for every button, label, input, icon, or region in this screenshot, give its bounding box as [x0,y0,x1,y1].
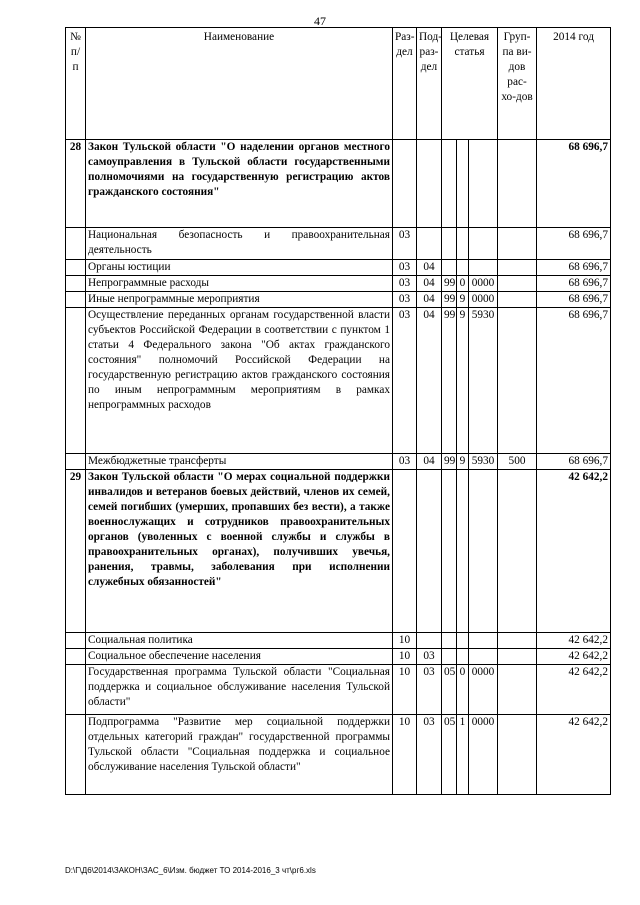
table-row [66,260,611,276]
row-target-program: 99 [442,454,457,470]
row-name: Органы юстиции [86,260,393,276]
row-name: Национальная безопасность и правоохранительная деятельность [86,228,393,260]
row-name: Закон Тульской области "О наделении органов местного самоуправления в Тульской области государственными полномочиями на государственную регистрацию актов гражданского состояния" [86,140,393,228]
row-subsection: 03 [417,715,442,795]
row-target-program: 99 [442,292,457,308]
row-section: 03 [393,292,417,308]
row-target-sub [457,140,469,228]
row-target-program: 99 [442,308,457,454]
row-num [66,649,86,665]
row-target-program [442,633,457,649]
row-target-sub: 0 [457,276,469,292]
row-name: Закон Тульской области "О мерах социальной поддержки инвалидов и ветеранов боевых действий, членов их семей, семей погибших (умерших, пропавших без вести), а также военнослужащих и сотрудников правоохранительных органов (уволенных с военной службы и службы в правоохранительных органах), получивших увечья, ранения, травмы, заболевания при исполнении служебных обязанностей" [86,470,393,633]
row-amount: 68 696,7 [537,454,611,470]
row-target-program: 05 [442,715,457,795]
row-name: Социальная политика [86,633,393,649]
row-group [498,140,537,228]
row-subsection: 04 [417,308,442,454]
row-amount: 68 696,7 [537,276,611,292]
table-row [66,276,611,292]
row-subsection: 04 [417,276,442,292]
row-target-program [442,228,457,260]
row-target-code: 5930 [469,454,498,470]
header-group: Груп-па ви-дов рас-хо-дов [498,28,537,140]
row-section: 03 [393,276,417,292]
row-target-sub: 9 [457,308,469,454]
row-target-program [442,649,457,665]
row-section: 10 [393,715,417,795]
row-num [66,715,86,795]
row-amount: 68 696,7 [537,292,611,308]
row-section: 03 [393,260,417,276]
row-subsection [417,140,442,228]
row-target-code: 5930 [469,308,498,454]
row-target-code [469,228,498,260]
row-target-program [442,140,457,228]
row-subsection: 03 [417,649,442,665]
row-num [66,228,86,260]
row-group [498,276,537,292]
table-row [66,454,611,470]
row-section: 03 [393,308,417,454]
row-section: 03 [393,228,417,260]
header-subsection: Под-раз-дел [417,28,442,140]
table-row [66,292,611,308]
row-amount: 68 696,7 [537,140,611,228]
table-row [66,308,611,454]
row-amount: 42 642,2 [537,633,611,649]
row-group: 500 [498,454,537,470]
row-num [66,292,86,308]
row-target-program [442,470,457,633]
row-num [66,665,86,715]
row-amount: 42 642,2 [537,649,611,665]
row-group [498,665,537,715]
row-section: 03 [393,454,417,470]
row-section: 10 [393,649,417,665]
row-target-code: 0000 [469,292,498,308]
row-target-code: 0000 [469,715,498,795]
budget-table [65,27,611,795]
row-group [498,715,537,795]
row-target-sub: 0 [457,665,469,715]
row-num [66,308,86,454]
row-target-code [469,260,498,276]
table-row [66,140,611,228]
row-name: Иные непрограммные мероприятия [86,292,393,308]
table-row [66,633,611,649]
row-subsection [417,228,442,260]
row-target-code [469,633,498,649]
row-subsection: 04 [417,260,442,276]
row-section [393,140,417,228]
row-amount: 68 696,7 [537,260,611,276]
row-num: 29 [66,470,86,633]
row-section [393,470,417,633]
row-name: Осуществление переданных органам государственной власти субъектов Российской Федерации в соответствии с пунктом 1 статьи 4 Федерального закона "Об актах гражданского состояния" полномочий Российской Федерации на государственную регистрацию актов гражданского состояния по иным непрограммным мероприятиям в рамках непрограммных расходов [86,308,393,454]
row-target-sub [457,633,469,649]
row-section: 10 [393,665,417,715]
row-amount: 42 642,2 [537,715,611,795]
header-section: Раз-дел [393,28,417,140]
row-name: Социальное обеспечение населения [86,649,393,665]
header-target: Целевая статья [442,28,498,140]
row-num: 28 [66,140,86,228]
row-amount: 42 642,2 [537,470,611,633]
row-target-code [469,649,498,665]
row-group [498,228,537,260]
header-year: 2014 год [537,28,611,140]
row-target-sub: 9 [457,292,469,308]
row-target-code: 0000 [469,665,498,715]
row-group [498,470,537,633]
row-target-sub: 9 [457,454,469,470]
file-path-footer: D:\Г\Д6\2014\ЗАКОН\ЗАС_6\Изм. бюджет ТО 2014-2016_3 чт\рг6.xls [65,866,316,875]
row-target-sub [457,260,469,276]
header-num: № п/ п [66,28,86,140]
row-target-program: 05 [442,665,457,715]
row-num [66,454,86,470]
row-name: Подпрограмма "Развитие мер социальной поддержки отдельных категорий граждан" государственной программы Тульской области "Социальная поддержка и социальное обслуживание населения Тульской области" [86,715,393,795]
row-subsection [417,470,442,633]
row-target-sub: 1 [457,715,469,795]
row-name: Непрограммные расходы [86,276,393,292]
header-name: Наименование [86,28,393,140]
row-amount: 68 696,7 [537,228,611,260]
row-target-program [442,260,457,276]
table-row [66,715,611,795]
row-target-code: 0000 [469,276,498,292]
page-number: 47 [314,14,326,28]
table-row [66,665,611,715]
row-subsection: 04 [417,454,442,470]
table-row [66,470,611,633]
row-num [66,633,86,649]
table-row [66,649,611,665]
row-group [498,308,537,454]
row-target-sub [457,228,469,260]
row-target-sub [457,649,469,665]
row-num [66,260,86,276]
row-group [498,633,537,649]
row-amount: 42 642,2 [537,665,611,715]
row-group [498,649,537,665]
table-row [66,228,611,260]
row-subsection: 03 [417,665,442,715]
row-subsection [417,633,442,649]
row-target-program: 99 [442,276,457,292]
row-target-code [469,140,498,228]
row-name: Государственная программа Тульской области "Социальная поддержка и социальное обслуживание населения Тульской области" [86,665,393,715]
row-section: 10 [393,633,417,649]
row-target-sub [457,470,469,633]
row-name: Межбюджетные трансферты [86,454,393,470]
row-group [498,260,537,276]
row-amount: 68 696,7 [537,308,611,454]
row-num [66,276,86,292]
row-group [498,292,537,308]
row-target-code [469,470,498,633]
row-subsection: 04 [417,292,442,308]
